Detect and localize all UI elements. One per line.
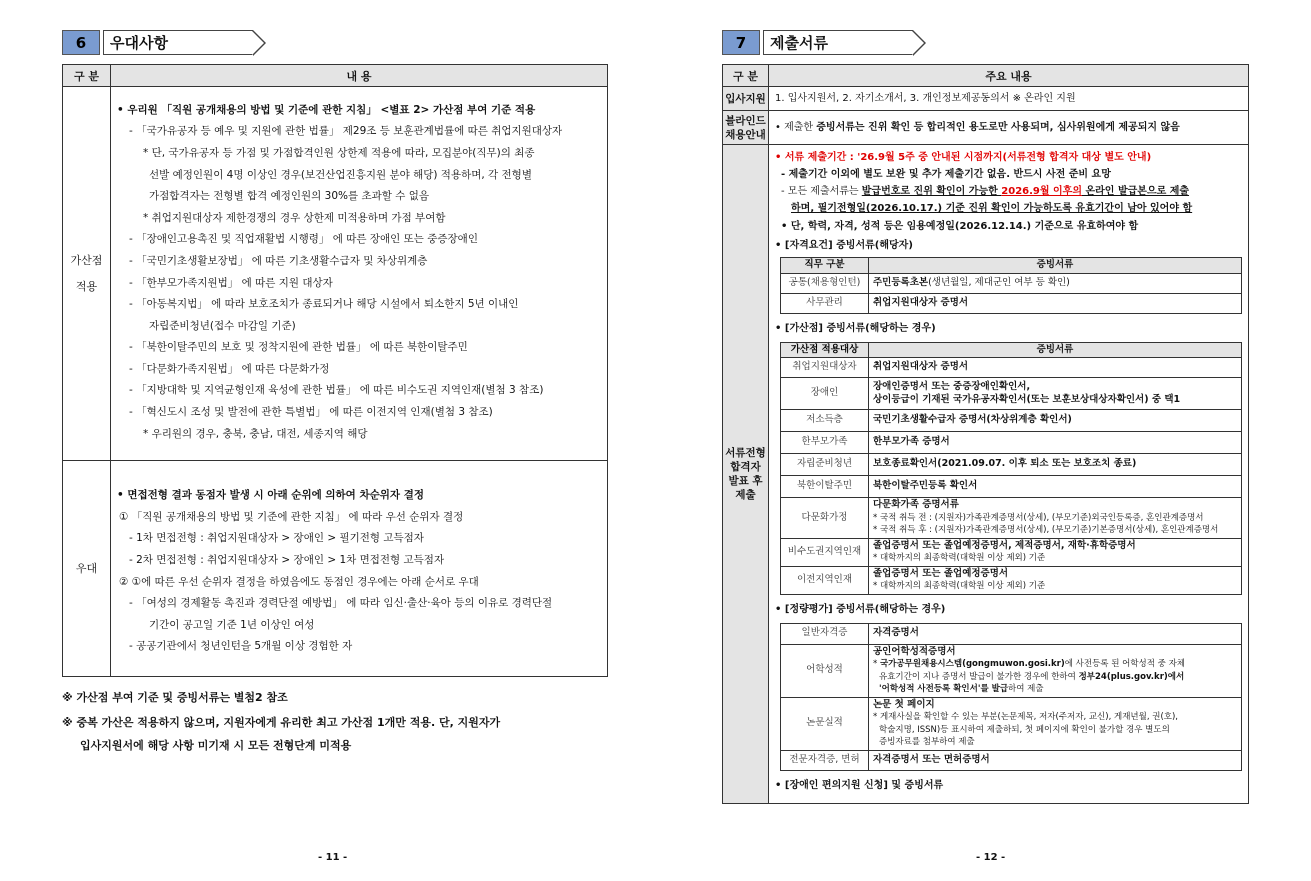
table-row: 전문자격증, 면허 자격증명서 또는 면허증명서: [781, 750, 1242, 770]
no-supplement-line: - 제출기간 이외에 별도 보완 및 추가 제출기간 없음. 반드시 사전 준비 요망: [781, 169, 1111, 180]
table-row: 장애인 장애인증명서 또는 중증장애인확인서, 상이등급이 기재된 국가유공자확인서(또는 보훈보상대상자확인서) 중 택1: [781, 378, 1242, 410]
disability-section-title: • [장애인 편의지원 신청] 및 증빙서류: [775, 779, 944, 791]
bonus-line: • 우리원 「직원 공개채용의 방법 및 기준에 관한 지침」 <별표 2> 가산점 부여 기준 적용: [117, 103, 536, 116]
preference-line: - 2차 면접전형 : 취업지원대상자 > 장애인 > 1차 면접전형 고득점자: [129, 553, 445, 566]
table-row: 다문화가정 다문화가족 증명서류 * 국적 취득 전 : (지원자)가족관계증명서(상세), (부모기준)외국인등록증, 혼인관계증명서 * 국적 취득 후 : (지원자)가족관계증명서(상세), (부모기준)기본증명서(상세), 혼인관계증명서: [781, 498, 1242, 539]
documents-table: [722, 64, 1249, 804]
all-docs-line-2: 하며, 필기전형일(2026.10.17.) 기준 진위 확인이 가능하도록 유효기간이 남아 있어야 함: [791, 203, 1193, 214]
table-row: 저소득층 국민기초생활수급자 증명서(차상위계층 확인서): [781, 410, 1242, 432]
bonus-line: - 「한부모가족지원법」 에 따른 지원 대상자: [129, 276, 333, 289]
bonus-section-title: • [가산점] 증빙서류(해당하는 경우): [775, 322, 936, 334]
deadline-line: • 서류 제출기간 : '26.9월 5주 중 안내된 시점까지(서류전형 합격자 대상 별도 안내): [775, 152, 1152, 163]
table-row: 공통(채용형인턴) 주민등록초본(생년월일, 제대군인 여부 등 확인): [781, 273, 1242, 293]
table-row: 일반자격증 자격증명서: [781, 623, 1242, 644]
bonus-content: [111, 87, 608, 461]
col-category-header: 구 분: [63, 65, 111, 87]
preference-line: 기간이 공고일 기준 1년 이상인 여성: [149, 618, 315, 631]
all-docs-line: - 모든 제출서류는 발급번호로 진위 확인이 가능한 2026.9월 이후의 온라인 발급본으로 제출: [781, 186, 1190, 197]
table-row: 비수도권지역인재 졸업증명서 또는 졸업예정증명서, 제적증명서, 재학·휴학증명서 * 대학까지의 최종학력(대학원 이상 제외) 기준: [781, 538, 1242, 566]
preference-line: - 1차 면접전형 : 취업지원대상자 > 장애인 > 필기전형 고득점자: [129, 532, 424, 545]
table-row: 자립준비청년 보호종료확인서(2021.09.07. 이후 퇴소 또는 보호조치 종료): [781, 454, 1242, 476]
table-row: 어학성적 공인어학성적증명서 * 국가공무원채용시스템(gongmuwon.gosi.kr)에 사전등록 된 어학성적 중 자체 유효기간이 지나 증명서 발급이 불가한 경우에 한하여 정부24(plus.gov.kr)에서 '어학성적 사전등록 확인서'를 발급하여 제출: [781, 644, 1242, 697]
page-number-left: - 11 -: [318, 852, 348, 863]
blind-content: • 제출한 증빙서류는 진위 확인 등 합리적인 용도로만 사용되며, 심사위원에게 제공되지 않음: [769, 111, 1249, 145]
table-row: 북한이탈주민 북한이탈주민등록 확인서: [781, 476, 1242, 498]
col-category-header: 구 분: [723, 65, 769, 87]
bonus-line: - 「국민기초생활보장법」 에 따른 기초생활수급자 및 차상위계층: [129, 254, 428, 267]
bonus-table: 가산점 적용대상 증빙서류 취업지원대상자 취업지원대상자 증명서 장애인 장애인증명서 또는 중증장애인확인서, 상이등급이 기재된 국가유공자확인서(또는 보훈보상대상자확인서) 중 택1 저소득층 국민기초생활수급자 증명서(차상위계층 확인서) 한부모가족 한부모가족 증명서 자립준비청년 보호종료확인서(2021.09.07. 이후 퇴소 또는 보호조치 종료) 북한이탈주민 북한이탈주민등록 확인서 다문화가정 다문화가족 증명서류 * 국적 취득 전 : (지원자)가족관계증명서(상세), (부모기준)외국인등록증, 혼인관계증명서 * 국적 취득 후 : (지원자)가족관계증명서(상세), (부모기준)기본증명서(상세), 혼인관계증명서 비수도권지역인재 졸업증명서 또는 졸업예정증명서, 제적증명서, 재학·휴학증명서 * 대학까지의 최종학력(대학원 이상 제외) 기준 이전지역인재 졸업증명서 또는 졸업예정증명서 * 대학까지의 최종학력(대학원 이상 제외) 기준: [780, 342, 1242, 595]
quant-section-title: • [정량평가] 증빙서류(해당하는 경우): [775, 603, 946, 615]
bonus-line: - 「북한이탈주민의 보호 및 정착지원에 관한 법률」 에 따른 북한이탈주민: [129, 341, 468, 354]
bonus-line: 자립준비청년(접수 마감일 기준): [149, 319, 296, 332]
bonus-line: * 우리원의 경우, 충북, 충남, 대전, 세종지역 해당: [143, 427, 368, 440]
table-row: 이전지역인재 졸업증명서 또는 졸업예정증명서 * 대학까지의 최종학력(대학원 이상 제외) 기준: [781, 566, 1242, 594]
qual-section-title: • [자격요건] 증빙서류(해당자): [775, 240, 913, 251]
category-application: 입사지원: [723, 87, 769, 111]
preference-line: - 「여성의 경제활동 촉진과 경력단절 예방법」 에 따라 임신·출산·육아 등의 이유로 경력단절: [129, 597, 553, 610]
table-row: 사무관리 취업지원대상자 증명서: [781, 293, 1242, 313]
bonus-line: - 「지방대학 및 지역균형인재 육성에 관한 법률」 에 따른 비수도권 지역인재(별첨 3 참조): [129, 384, 544, 397]
bonus-line: - 「혁신도시 조성 및 발전에 관한 특별법」 에 따른 이전지역 인재(별첨 3 참조): [129, 406, 493, 419]
section-title: 우대사항: [103, 30, 253, 55]
preference-line: - 공공기관에서 청년인턴을 5개월 이상 경험한 자: [129, 640, 353, 653]
qual-table: 직무 구분 증빙서류 공통(채용형인턴) 주민등록초본(생년월일, 제대군인 여부 등 확인) 사무관리 취업지원대상자 증명서: [780, 257, 1242, 314]
bonus-line: - 「아동복지법」 에 따라 보호조치가 종료되거나 해당 시설에서 퇴소한지 5년 이내인: [129, 298, 519, 311]
category-blind: 블라인드 채용안내: [723, 111, 769, 145]
section-title: 제출서류: [763, 30, 913, 55]
preferences-table: [62, 64, 608, 677]
bonus-line: 가점합격자는 전형별 합격 예정인원의 30%를 초과할 수 없음: [149, 190, 429, 203]
note-duplicate-bonus-cont: 입사지원서에 해당 사항 미기재 시 모든 전형단계 미적용: [80, 739, 352, 752]
table-row: 취업지원대상자 취업지원대상자 증명서: [781, 358, 1242, 378]
section-header-6: [62, 30, 253, 55]
after-pass-content: [769, 145, 1249, 804]
bonus-line: * 취업지원대상자 제한경쟁의 경우 상한제 미적용하며 가점 부여함: [143, 211, 446, 224]
preference-line: • 면접전형 결과 동점자 발생 시 아래 순위에 의하여 차순위자 결정: [117, 489, 424, 502]
note-duplicate-bonus: ※ 중복 가산은 적용하지 않으며, 지원자에게 유리한 최고 가산점 1개만 적용. 단, 지원자가: [62, 716, 501, 729]
bonus-line: 선발 예정인원이 4명 이상인 경우(보건산업진흥지원 분야 해당) 적용하며, 각 전형별: [149, 168, 532, 181]
note-bonus-reference: ※ 가산점 부여 기준 및 증빙서류는 별첨2 참조: [62, 691, 288, 704]
preference-content: [111, 461, 608, 677]
table-row: 한부모가족 한부모가족 증명서: [781, 432, 1242, 454]
col-content-header: 내 용: [111, 65, 608, 87]
category-after-pass: 서류전형 합격자 발표 후 제출: [723, 145, 769, 804]
degree-line: • 단, 학력, 자격, 성적 등은 임용예정일(2026.12.14.) 기준으로 유효하여야 함: [781, 221, 1139, 232]
bonus-line: - 「다문화가족지원법」 에 따른 다문화가정: [129, 362, 330, 375]
category-bonus: 가산점 적용: [63, 87, 111, 461]
preference-line: ① 「직원 공개채용의 방법 및 기준에 관한 지침」 에 따라 우선 순위자 결정: [119, 510, 464, 523]
application-content: 1. 입사지원서, 2. 자기소개서, 3. 개인정보제공동의서 ※ 온라인 지원: [769, 87, 1249, 111]
category-preference: 우대: [63, 461, 111, 677]
quant-table: [780, 623, 1242, 771]
bonus-line: * 단, 국가유공자 등 가점 및 가점합격인원 상한제 적용에 따라, 모집분야(직무)의 최종: [143, 146, 535, 159]
section-number: 7: [722, 30, 760, 55]
bonus-line: - 「국가유공자 등 예우 및 지원에 관한 법률」 제29조 등 보훈관계법률에 따른 취업지원대상자: [129, 125, 563, 138]
col-content-header: 주요 내용: [769, 65, 1249, 87]
table-row: 논문실적 논문 첫 페이지 * 게재사실을 확인할 수 있는 부분(논문제목, 저자(주저자, 교신), 게재년월, 권(호), 학술지명, ISSN)등 표시하여 제출하되, 첫 페이지에 확인이 불가할 경우 별도의 증빙자료를 첨부하여 제출: [781, 697, 1242, 750]
page-number-right: - 12 -: [976, 852, 1006, 863]
section-header-7: [722, 30, 913, 55]
bonus-line: - 「장애인고용촉진 및 직업재활법 시행령」 에 따른 장애인 또는 중증장애인: [129, 233, 478, 246]
section-number: 6: [62, 30, 100, 55]
preference-line: ② ①에 따른 우선 순위자 결정을 하였음에도 동점인 경우에는 아래 순서로 우대: [119, 575, 479, 588]
